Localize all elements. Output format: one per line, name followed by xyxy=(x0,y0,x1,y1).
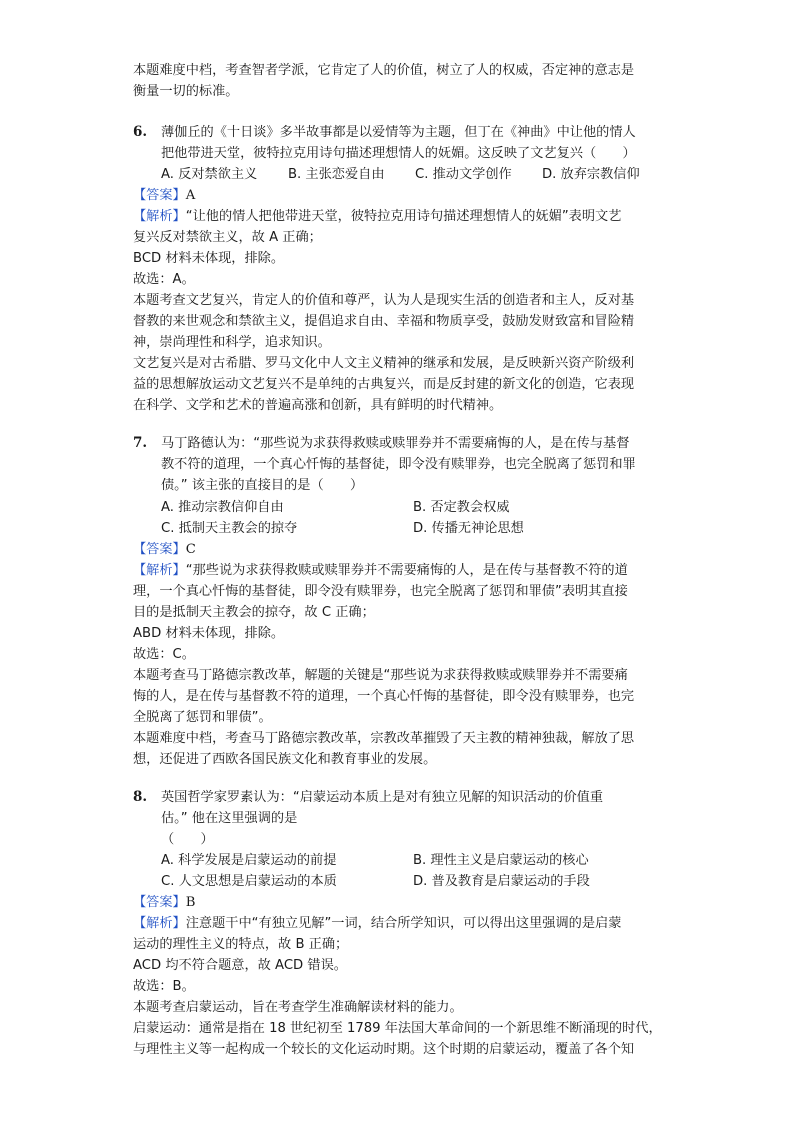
question-7-options xyxy=(161,497,671,539)
text-line: 本题难度中档，考查马丁路德宗教改革，宗教改革摧毁了天主教的精神独裁，解放了思 xyxy=(133,731,635,746)
text-line: 与理性主义等一起构成一个较长的文化运动时期。这个时期的启蒙运动，覆盖了各个知 xyxy=(133,1042,635,1057)
option-b: B. 理性主义是启蒙运动的核心 xyxy=(413,853,589,868)
text-line: 估。” 他在这里强调的是 xyxy=(161,811,298,826)
text-line: 本题考查文艺复兴，肯定人的价值和尊严，认为人是现实生活的创造者和主人，反对基 xyxy=(133,293,635,308)
text-line: ACD 均不符合题意，故 ACD 错误。 xyxy=(133,958,347,973)
text-line: 薄伽丘的《十日谈》多半故事都是以爱情等为主题，但丁在《神曲》中让他的情人 xyxy=(161,125,636,140)
question-6-number: 6. xyxy=(133,124,148,140)
question-6-solution xyxy=(133,185,663,416)
text-line: 悔的人，是在传与基督教不符的道理，一个真心忏悔的基督徒，即令没有赎罪券，也完 xyxy=(133,689,635,704)
question-8-solution xyxy=(133,892,663,1060)
text-line: 全脱离了惩罚和罪债”。 xyxy=(133,710,272,725)
option-d: D. 放弃宗教信仰 xyxy=(542,167,640,182)
text-line: 本题考查马丁路德宗教改革，解题的关键是“那些说为求获得救赎或赎罪券并不需要痛 xyxy=(133,668,628,683)
analysis-line xyxy=(133,560,663,581)
text-line: 督教的来世观念和禁欲主义，提倡追求自由、幸福和物质享受，鼓励发财致富和冒险精 xyxy=(133,314,635,329)
question-6-stem xyxy=(161,122,671,164)
option-d: D. 传播无神论思想 xyxy=(413,521,524,536)
text-line: 想，还促进了西欧各国民族文化和教育事业的发展。 xyxy=(133,752,437,767)
option-b: B. 主张恋爱自由 xyxy=(288,167,385,182)
text-line: 理，一个真心忏悔的基督徒，即令没有赎罪券，也完全脱离了惩罚和罪债”表明其直接 xyxy=(133,584,628,599)
answer-tag: 【答案】 xyxy=(133,895,186,910)
answer-line xyxy=(133,892,663,913)
question-8-stem xyxy=(161,787,671,850)
analysis-tag: 【解析】 xyxy=(133,916,186,931)
text-line: 教不符的道理，一个真心忏悔的基督徒，即令没有赎罪券，也完全脱离了惩罚和罪 xyxy=(161,457,636,472)
text-line: ABD 材料未体现，排除。 xyxy=(133,626,285,641)
text-line: 故选：C。 xyxy=(133,647,195,662)
text-line: 衡量一切的标准。 xyxy=(133,84,239,99)
option-d: D. 普及教育是启蒙运动的手段 xyxy=(413,874,590,889)
text-line: （ ） xyxy=(161,832,214,847)
analysis-tag: 【解析】 xyxy=(133,209,186,224)
option-c: C. 人文思想是启蒙运动的本质 xyxy=(161,874,337,889)
answer-line xyxy=(133,539,663,560)
question-6-options xyxy=(161,164,671,185)
answer-tag: 【答案】 xyxy=(133,188,186,203)
question-7-solution xyxy=(133,539,663,770)
analysis-line xyxy=(133,913,663,934)
option-b: B. 否定教会权威 xyxy=(413,500,510,515)
text-line: 目的是抵制天主教会的掠夺，故 C 正确； xyxy=(133,605,375,620)
analysis-text: “那些说为求获得救赎或赎罪券并不需要痛悔的人，是在传与基督教不符的道 xyxy=(185,563,628,578)
question-8-number: 8. xyxy=(133,789,148,805)
text-line: 本题难度中档，考查智者学派，它肯定了人的价值，树立了人的权威，否定神的意志是 xyxy=(133,63,635,78)
text-line: 英国哲学家罗素认为：“启蒙运动本质上是对有独立见解的知识活动的价值重 xyxy=(161,790,604,805)
question-8-options xyxy=(161,850,671,892)
text-line: 文艺复兴是对古希腊、罗马文化中人文主义精神的继承和发展，是反映新兴资产阶级利 xyxy=(133,356,635,371)
text-line: BCD 材料未体现，排除。 xyxy=(133,251,285,266)
option-c: C. 推动文学创作 xyxy=(415,167,512,182)
intro-paragraph xyxy=(133,60,663,102)
text-line: 运动的理性主义的特点，故 B 正确； xyxy=(133,937,349,952)
text-line: 马丁路德认为：“那些说为求获得救赎或赎罪券并不需要痛悔的人，是在传与基督 xyxy=(161,436,630,451)
answer-line xyxy=(133,185,663,206)
option-c: C. 抵制天主教会的掠夺 xyxy=(161,521,298,536)
question-7-number: 7. xyxy=(133,435,148,451)
option-a: A. 反对禁欲主义 xyxy=(161,167,258,182)
analysis-line xyxy=(133,206,663,227)
analysis-text: “让他的情人把他带进天堂，彼特拉克用诗句描述理想情人的妩媚”表明文艺 xyxy=(185,209,622,224)
option-a: A. 推动宗教信仰自由 xyxy=(161,500,284,515)
text-line: 复兴反对禁欲主义，故 A 正确； xyxy=(133,230,322,245)
text-line: 益的思想解放运动文艺复兴不是单纯的古典复兴，而是反封建的新文化的创造，它表现 xyxy=(133,377,635,392)
text-line: 在科学、文学和艺术的普遍高涨和创新，具有鲜明的时代精神。 xyxy=(133,398,503,413)
text-line: 启蒙运动：通常是指在 18 世纪初至 1789 年法国大革命间的一个新思维不断涌现的时代， xyxy=(133,1021,662,1036)
answer-value: C xyxy=(185,542,196,557)
question-7-stem xyxy=(161,433,671,496)
answer-tag: 【答案】 xyxy=(133,542,186,557)
analysis-text: 注意题干中“有独立见解”一词，结合所学知识，可以得出这里强调的是启蒙 xyxy=(185,916,622,931)
text-line: 本题考查启蒙运动，旨在考查学生准确解读材料的能力。 xyxy=(133,1000,463,1015)
answer-value: B xyxy=(185,895,196,910)
text-line: 故选：A。 xyxy=(133,272,195,287)
text-line: 把他带进天堂，彼特拉克用诗句描述理想情人的妩媚。这反映了文艺复兴（ ） xyxy=(161,146,636,161)
answer-value: A xyxy=(185,188,196,203)
text-line: 神，崇尚理性和科学，追求知识。 xyxy=(133,335,331,350)
analysis-tag: 【解析】 xyxy=(133,563,186,578)
text-line: 债。” 该主张的直接目的是（ ） xyxy=(161,478,364,493)
option-a: A. 科学发展是启蒙运动的前提 xyxy=(161,853,337,868)
text-line: 故选：B。 xyxy=(133,979,195,994)
